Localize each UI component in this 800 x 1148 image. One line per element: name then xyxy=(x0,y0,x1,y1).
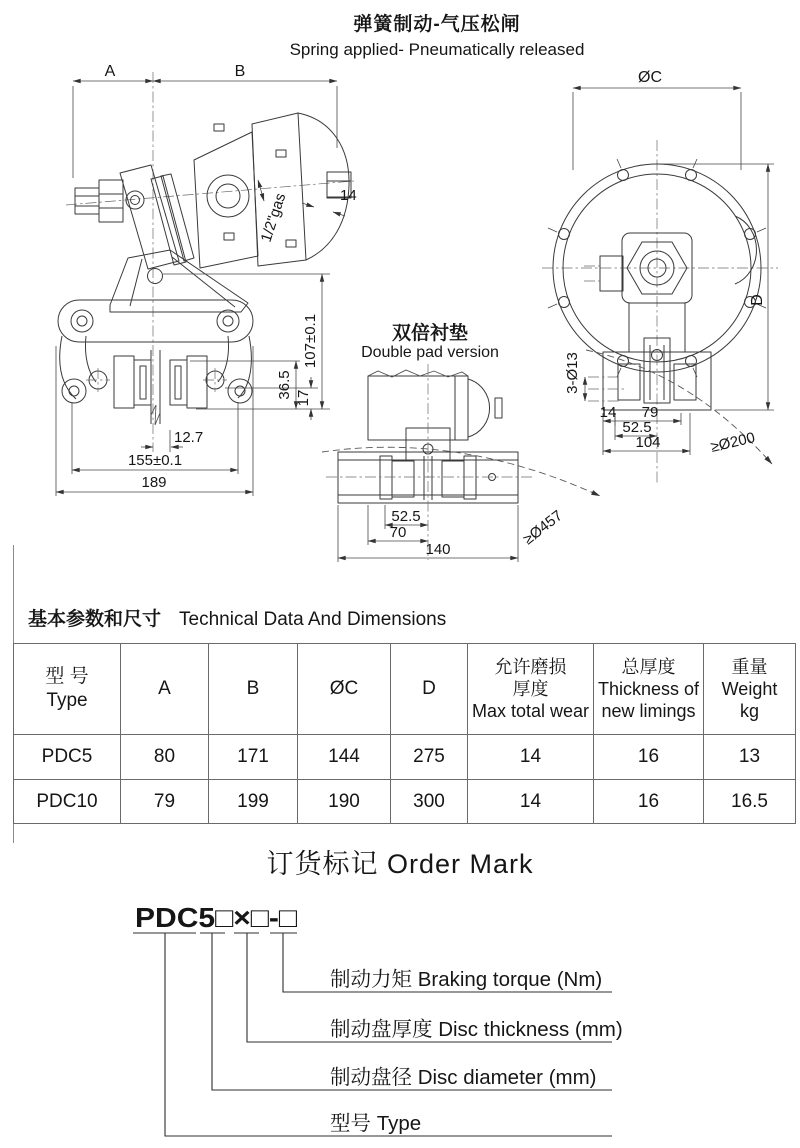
cell-d: 300 xyxy=(391,780,468,824)
cell-weight: 13 xyxy=(704,735,796,780)
cell-weight: 16.5 xyxy=(704,780,796,824)
order-mark-heading: 订货标记 Order Mark xyxy=(266,849,534,879)
dim-label-52-5-pad: 52.5 xyxy=(391,508,421,525)
col-header-b: B xyxy=(209,644,298,735)
col-header-a: A xyxy=(121,644,209,735)
dim-label-17: 17 xyxy=(295,389,312,407)
dim-label-d: D xyxy=(749,294,766,306)
order-code: PDC5□×□-□ xyxy=(135,902,298,933)
dim-label-a: A xyxy=(104,63,116,80)
cell-model: PDC10 xyxy=(14,780,121,824)
callout-label-torque: 制动力矩 Braking torque (Nm) xyxy=(330,968,603,991)
cell-b: 199 xyxy=(209,780,298,824)
dim-label-3xd13: 3-Ø13 xyxy=(564,352,581,394)
dim-label-36-5: 36.5 xyxy=(276,370,293,400)
dim-label-155: 155±0.1 xyxy=(127,452,183,469)
dim-label-104: 104 xyxy=(635,434,661,451)
dim-label-14-front: 14 xyxy=(599,404,617,421)
col-header-weight: 重量 Weight kg xyxy=(704,644,796,735)
cell-model: PDC5 xyxy=(14,735,121,780)
page-title-zh: 弹簧制动-气压松闸 xyxy=(353,14,521,35)
order-mark-diagram xyxy=(0,890,800,1148)
col-header-type: 型 号 Type xyxy=(14,644,121,735)
table-header-row xyxy=(14,644,796,735)
tech-data-heading xyxy=(28,604,446,631)
page-title-en: Spring applied- Pneumatically released xyxy=(289,40,585,59)
cell-wear: 14 xyxy=(468,735,594,780)
cell-a: 79 xyxy=(121,780,209,824)
callout-label-thickness: 制动盘厚度 Disc thickness (mm) xyxy=(330,1018,623,1041)
cell-thickness: 16 xyxy=(594,735,704,780)
dim-label-14-side: 14 xyxy=(340,187,357,204)
tech-data-heading-en: Technical Data And Dimensions xyxy=(179,609,447,630)
side-view-drawing xyxy=(56,63,357,496)
cell-d: 275 xyxy=(391,735,468,780)
cell-b: 171 xyxy=(209,735,298,780)
cell-oc: 190 xyxy=(298,780,391,824)
dim-label-70: 70 xyxy=(389,524,407,541)
col-header-d: D xyxy=(391,644,468,735)
dim-label-disc-min-200: ≥Ø200 xyxy=(709,429,757,456)
dim-label-b: B xyxy=(234,63,246,80)
dim-label-oc: ØC xyxy=(638,69,662,86)
dim-label-140: 140 xyxy=(425,541,451,558)
cell-wear: 14 xyxy=(468,780,594,824)
dim-label-52-5-front: 52.5 xyxy=(622,419,652,436)
cell-oc: 144 xyxy=(298,735,391,780)
col-header-thickness: 总厚度 Thickness of new limings xyxy=(594,644,704,735)
cell-thickness: 16 xyxy=(594,780,704,824)
front-view-drawing xyxy=(542,69,778,485)
dim-label-107: 107±0.1 xyxy=(302,313,319,369)
technical-data-table xyxy=(13,643,796,824)
col-header-max-wear: 允许磨损 厚度 Max total wear xyxy=(468,644,594,735)
double-pad-title-en: Double pad version xyxy=(361,344,499,361)
dim-label-189: 189 xyxy=(141,474,167,491)
dim-label-12-7: 12.7 xyxy=(174,429,204,446)
tech-data-heading-zh: 基本参数和尺寸 xyxy=(28,609,162,630)
col-header-oc: ØC xyxy=(298,644,391,735)
double-pad-view-drawing xyxy=(322,321,600,562)
table-row-pdc5 xyxy=(14,735,796,780)
table-row-pdc10 xyxy=(14,780,796,824)
double-pad-title-zh: 双倍衬垫 xyxy=(391,323,469,344)
callout-label-diameter: 制动盘径 Disc diameter (mm) xyxy=(330,1066,597,1089)
dim-label-gas: 1/2"gas xyxy=(257,191,290,245)
callout-label-type: 型号 Type xyxy=(330,1112,422,1135)
dim-label-79: 79 xyxy=(641,404,659,421)
dim-label-disc-min-457: ≥Ø457 xyxy=(519,507,566,549)
cell-a: 80 xyxy=(121,735,209,780)
